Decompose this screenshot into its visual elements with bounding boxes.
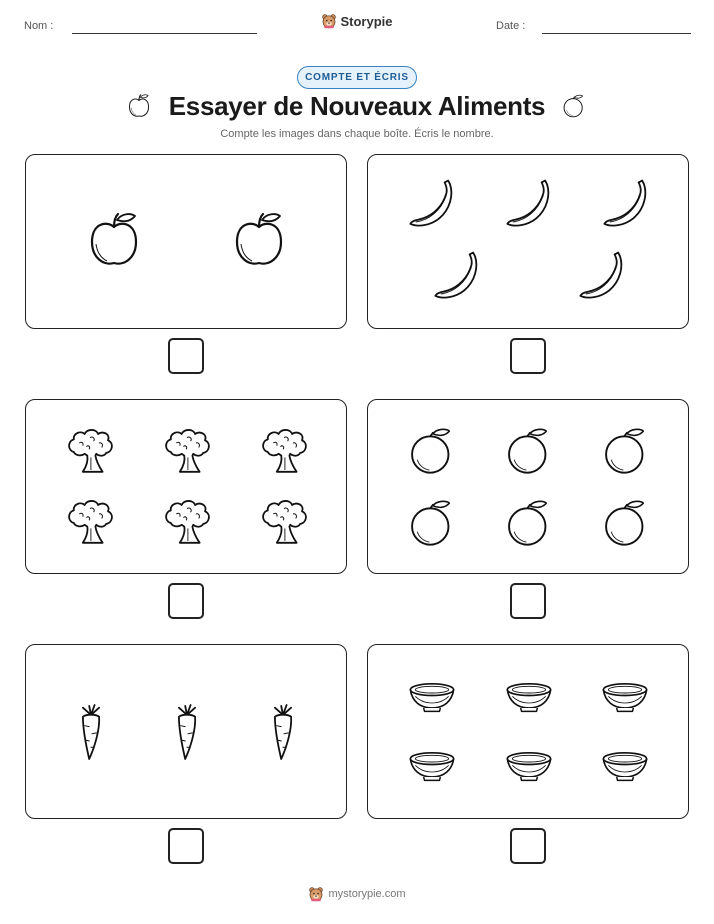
answer-box-carrots[interactable]	[168, 828, 204, 864]
bowl-icon	[600, 681, 650, 715]
broccoli-icon	[257, 425, 311, 479]
apple-icon	[84, 208, 144, 272]
bowl-icon	[407, 681, 457, 715]
answer-box-broccoli[interactable]	[168, 583, 204, 619]
orange-icon	[600, 425, 652, 477]
banana-icon	[430, 249, 484, 303]
bowl-icon	[504, 681, 554, 715]
banana-icon	[575, 249, 629, 303]
broccoli-icon	[160, 496, 214, 550]
footer-url[interactable]: mystorypie.com	[328, 888, 406, 900]
orange-icon	[406, 425, 458, 477]
orange-icon	[503, 497, 555, 549]
broccoli-icon	[160, 425, 214, 479]
carrot-icon	[73, 699, 109, 765]
bowl-icon	[407, 750, 457, 784]
orange-icon	[503, 425, 555, 477]
count-box-broccoli	[25, 399, 347, 574]
orange-icon	[600, 497, 652, 549]
brand-name: Storypie	[340, 13, 393, 29]
broccoli-icon	[63, 496, 117, 550]
count-box-bowls	[367, 644, 689, 819]
broccoli-icon	[63, 425, 117, 479]
count-box-oranges	[367, 399, 689, 574]
instructions: Compte les images dans chaque boîte. Écris le nombre.	[220, 128, 494, 140]
count-box-carrots	[25, 644, 347, 819]
bear-icon	[321, 13, 337, 29]
banana-icon	[599, 177, 653, 231]
name-label: Nom :	[24, 20, 54, 32]
count-box-bananas	[367, 154, 689, 329]
answer-box-oranges[interactable]	[510, 583, 546, 619]
date-label: Date :	[496, 20, 526, 32]
answer-box-bowls[interactable]	[510, 828, 546, 864]
count-box-apples	[25, 154, 347, 329]
answer-box-apples[interactable]	[168, 338, 204, 374]
bowl-icon	[504, 750, 554, 784]
apple-icon	[229, 208, 289, 272]
answer-box-bananas[interactable]	[510, 338, 546, 374]
page-title: Essayer de Nouveaux Aliments	[168, 91, 546, 121]
carrot-icon	[265, 699, 301, 765]
banana-icon	[405, 177, 459, 231]
orange-icon	[561, 92, 587, 120]
bowl-icon	[600, 750, 650, 784]
bear-icon	[308, 886, 324, 902]
carrot-icon	[169, 699, 205, 765]
orange-icon	[406, 497, 458, 549]
broccoli-icon	[257, 496, 311, 550]
brand-logo	[0, 13, 714, 34]
footer	[0, 886, 714, 907]
activity-badge: COMPTE ET ÉCRIS	[297, 66, 417, 89]
banana-icon	[502, 177, 556, 231]
date-line[interactable]	[542, 33, 691, 34]
